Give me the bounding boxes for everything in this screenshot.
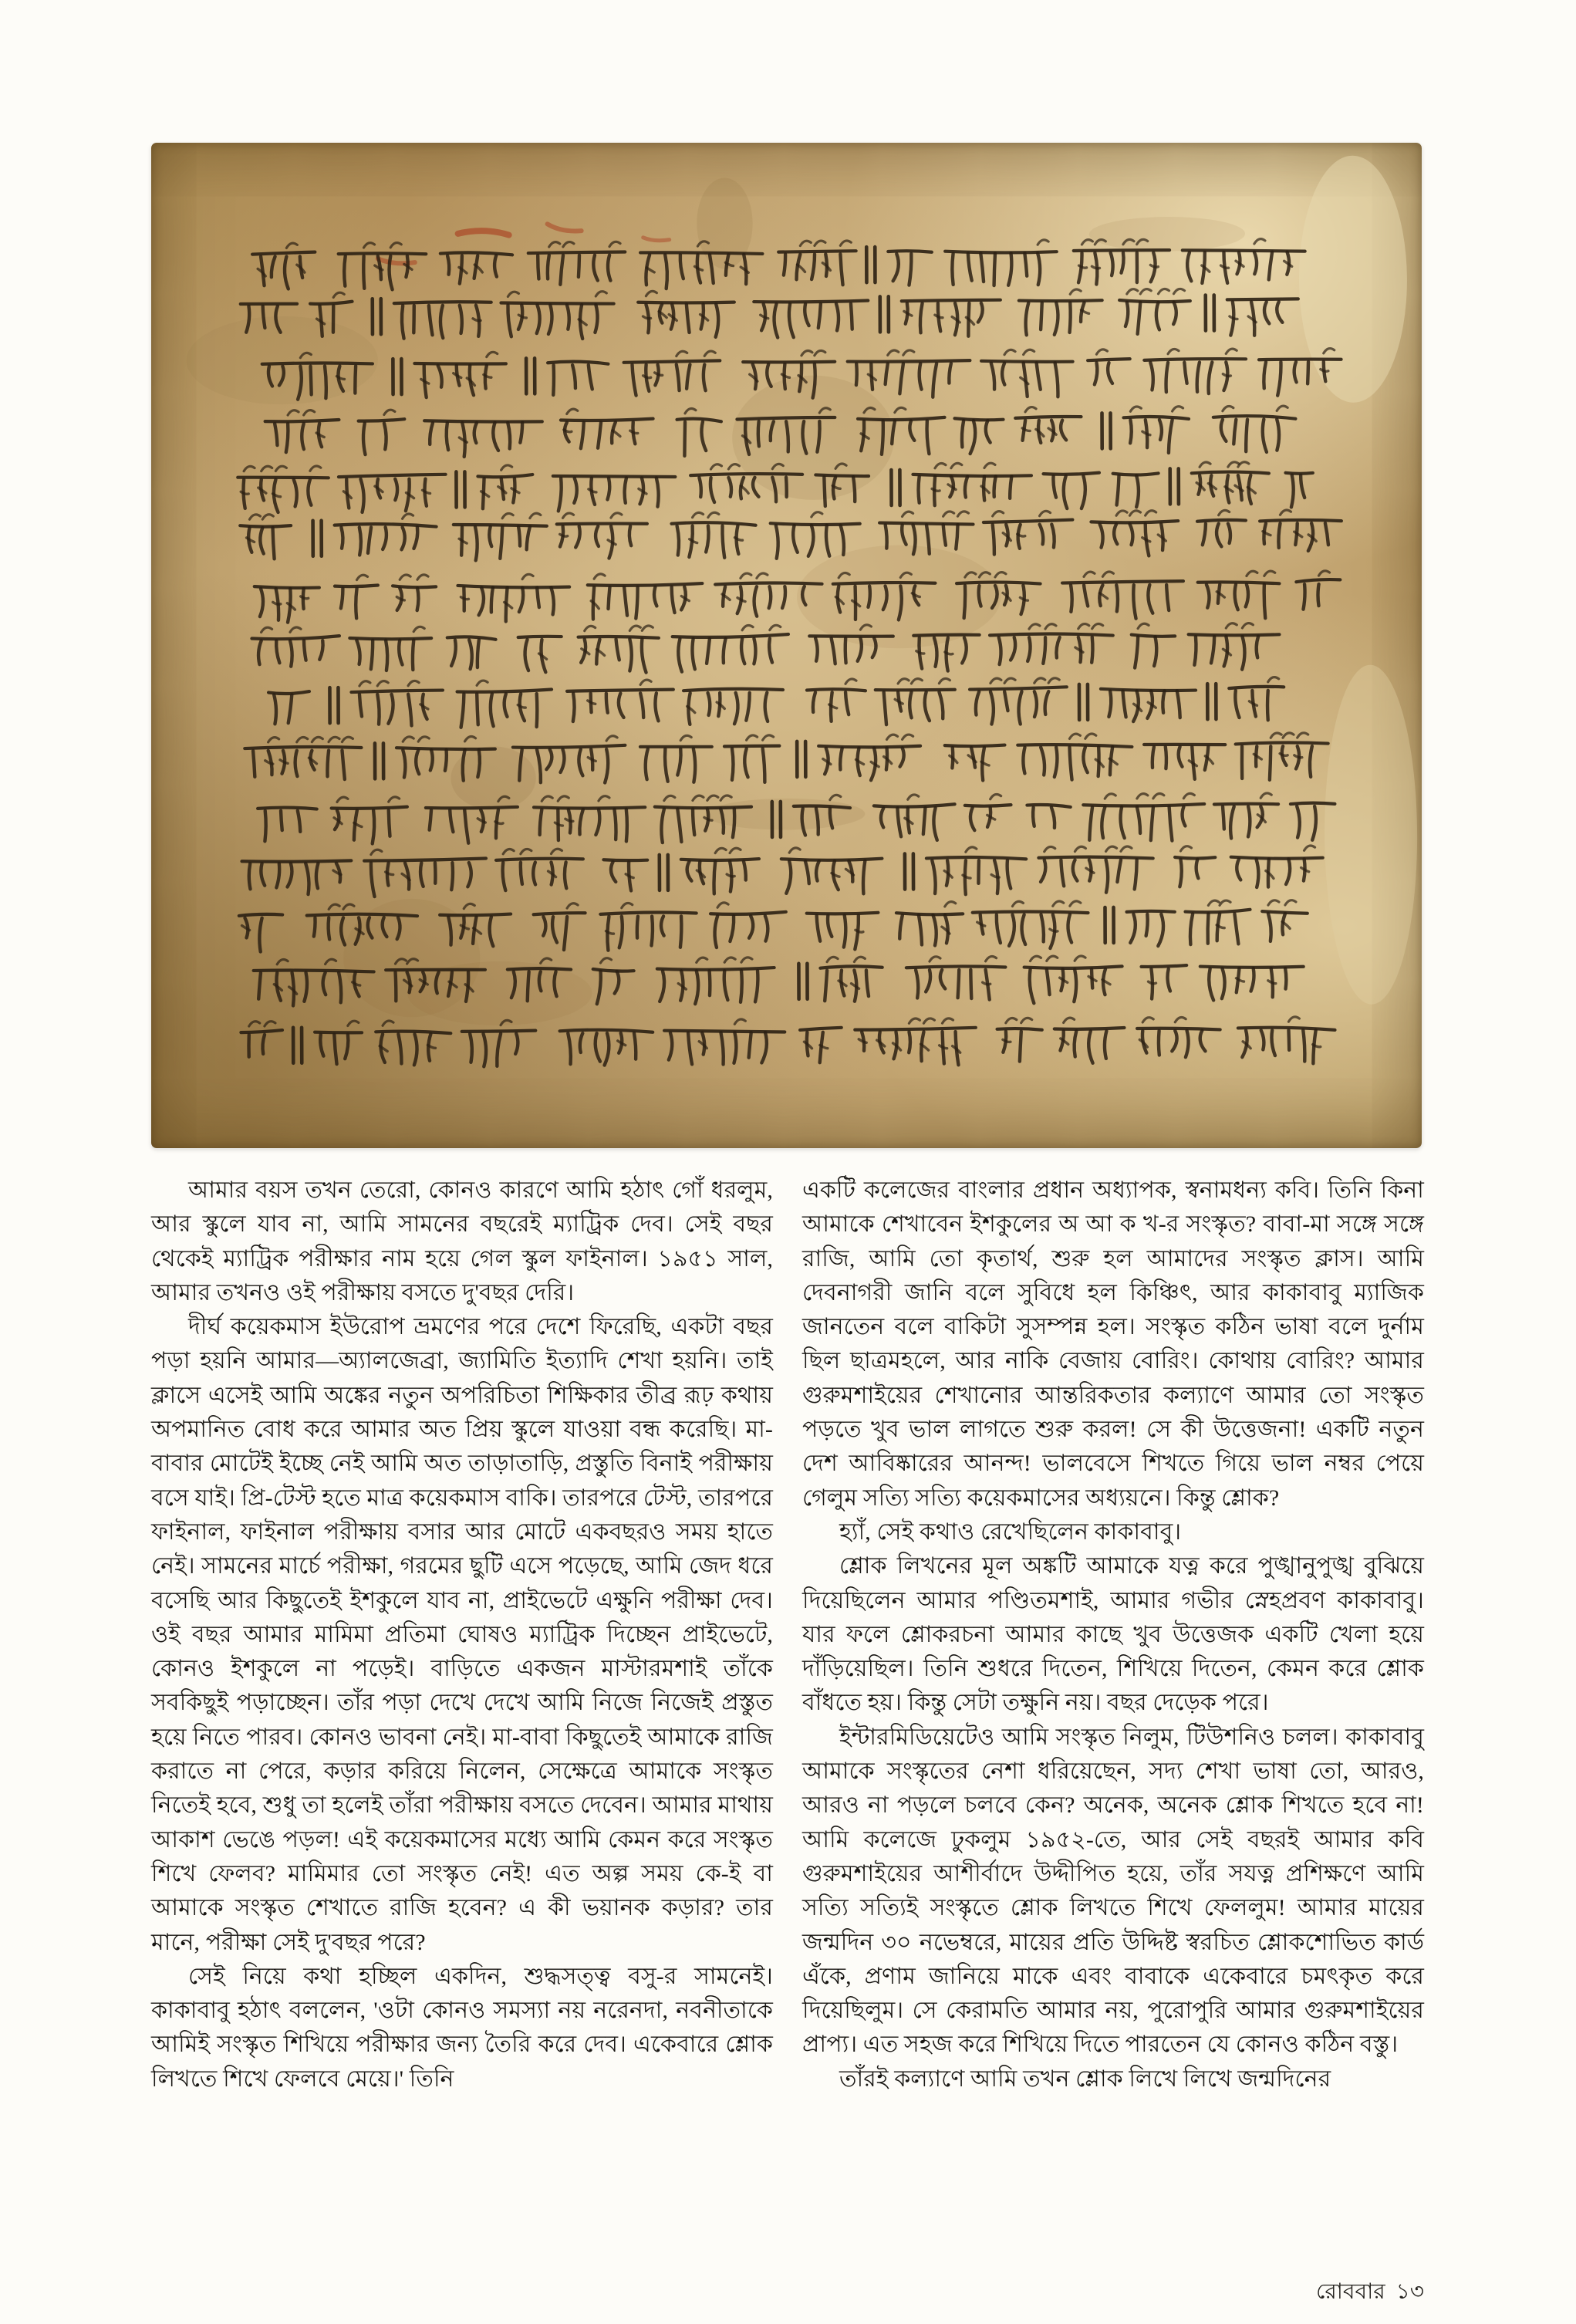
text-column-right — [802, 1174, 1424, 2096]
page-footer — [802, 2275, 1424, 2311]
article-paragraph: দীর্ঘ কয়েকমাস ইউরোপ ভ্রমণের পরে দেশে ফিরেছি, একটা বছর পড়া হয়নি আমার—অ্যালজেব্রা, জ্যামিতি ইত্যাদি শেখা হয়নি। তাই ক্লাসে এসেই আমি অঙ্কের নতুন অপরিচিতা শিক্ষিকার তীব্র রূঢ় কথায় অপমানিত বোধ করে আমার অত প্রিয় স্কুলে যাওয়া বন্ধ করেছি। মা-বাবার মোটেই ইচ্ছে নেই আমি অত তাড়াতাড়ি, প্রস্তুতি বিনাই পরীক্ষায় বসে যাই। প্রি-টেস্ট হতে মাত্র কয়েকমাস বাকি। তারপরে টেস্ট, তারপরে ফাইনাল, ফাইনাল পরীক্ষায় বসার আর মোটে একবছরও সময় হাতে নেই। সামনের মার্চে পরীক্ষা, গরমের ছুটি এসে পড়েছে, আমি জেদ ধরে বসেছি আর কিছুতেই ইশকুলে যাব না, প্রাইভেটে এক্ষুনি পরীক্ষা দেব। ওই বছর আমার মামিমা প্রতিমা ঘোষও ম্যাট্রিক দিচ্ছেন প্রাইভেটে, কোনও ইশকুলে না পড়েই। বাড়িতে একজন মাস্টারমশাই তাঁকে সবকিছুই পড়াচ্ছেন। তাঁর পড়া দেখে দেখে আমি নিজে নিজেই প্রস্তুত হয়ে নিতে পারব। কোনও ভাবনা নেই। মা-বাবা কিছুতেই আমাকে রাজি করাতে না পেরে, কড়ার করিয়ে নিলেন, সেক্ষেত্রে আমাকে সংস্কৃত নিতেই হবে, শুধু তা হলেই তাঁরা পরীক্ষায় বসতে দেবেন। আমার মাথায় আকাশ ভেঙে পড়ল! এই কয়েকমাসের মধ্যে আমি কেমন করে সংস্কৃত শিখে ফেলব? মামিমার তো সংস্কৃত নেই! এত অল্প সময় কে-ই বা আমাকে সংস্কৃত শেখাতে রাজি হবেন? এ কী ভয়ানক কড়ার? তার মানে, পরীক্ষা সেই দু'বছর পরে? — [151, 1314, 774, 1955]
manuscript-script-artwork — [149, 140, 1424, 1150]
manuscript-photo — [151, 143, 1422, 1148]
article-paragraph: আমার বয়স তখন তেরো, কোনও কারণে আমি হঠাৎ গোঁ ধরলুম, আর স্কুলে যাব না, আমি সামনের বছরেই ম্যাট্রিক দেব। সেই বছর থেকেই ম্যাট্রিক পরীক্ষার নাম হয়ে গেল স্কুল ফাইনাল। ১৯৫১ সাল, আমার তখনও ওই পরীক্ষায় বসতে দু'বছর দেরি। — [151, 1177, 773, 1306]
article-paragraph: হ্যাঁ, সেই কথাও রেখেছিলেন কাকাবাবু। — [839, 1518, 1182, 1545]
article-paragraph: শ্লোক লিখনের মূল অঙ্কটি আমাকে যত্ন করে পুঙ্খানুপুঙ্খ বুঝিয়ে দিয়েছিলেন আমার পণ্ডিতমশাই, আমার গভীর স্নেহপ্রবণ কাকাবাবু। যার ফলে শ্লোকরচনা আমার কাছে খুব উত্তেজক একটি খেলা হয়ে দাঁড়িয়েছিল। তিনি শুধরে দিতেন, শিখিয়ে দিতেন, কেমন করে শ্লোক বাঁধতে হয়। কিন্তু সেটা তক্ষুনি নয়। বছর দেড়েক পরে। — [802, 1553, 1424, 1716]
footer-page-number: ১৩ — [1395, 2280, 1424, 2304]
article-paragraph: ইন্টারমিডিয়েটেও আমি সংস্কৃত নিলুম, টিউশনিও চলল। কাকাবাবু আমাকে সংস্কৃতের নেশা ধরিয়েছেন, সদ্য শেখা ভাষা তো, আরও, আরও না পড়লে চলবে কেন? অনেক, অনেক শ্লোক শিখতে হবে না! আমি কলেজে ঢুকলুম ১৯৫২-তে, আর সেই বছরই আমার কবি গুরুমশাইয়ের আশীর্বাদে উদ্দীপিত হয়ে, তাঁর সযত্ন প্রশিক্ষণে আমি সত্যি সত্যিই সংস্কৃতে শ্লোক লিখতে শিখে ফেললুম! আমার মায়ের জন্মদিন ৩০ নভেম্বরে, মায়ের প্রতি উদ্দিষ্ট স্বরচিত শ্লোকশোভিত কার্ড এঁকে, প্রণাম জানিয়ে মাকে এবং বাবাকে একেবারে চমৎকৃত করে দিয়েছিলুম। সে কেরামতি আমার নয়, পুরোপুরি আমার গুরুমশাইয়ের প্রাপ্য। এত সহজ করে শিখিয়ে দিতে পারতেন যে কোনও কঠিন বস্তু। — [802, 1724, 1424, 2058]
article-paragraph: সেই নিয়ে কথা হচ্ছিল একদিন, শুদ্ধসত্ত্ব বসু-র সামনেই। কাকাবাবু হঠাৎ বললেন, 'ওটা কোনও সমস্যা নয় নরেনদা, নবনীতাকে আমিই সংস্কৃত শিখিয়ে পরীক্ষার জন্য তৈরি করে দেব। একেবারে শ্লোক লিখতে শিখে ফেলবে মেয়ে।' তিনি — [151, 1963, 773, 2092]
article-paragraph: একটি কলেজের বাংলার প্রধান অধ্যাপক, স্বনামধন্য কবি। তিনি কিনা আমাকে শেখাবেন ইশকুলের অ আ ক খ-র সংস্কৃত? বাবা-মা সঙ্গে সঙ্গে রাজি, আমি তো কৃতার্থ, শুরু হল আমাদের সংস্কৃত ক্লাস। আমি দেবনাগরী জানি বলে সুবিধে হল কিঞ্চিৎ, আর কাকাবাবু ম্যাজিক জানতেন বলে বাকিটা সুসম্পন্ন হল। সংস্কৃত কঠিন ভাষা বলে দুর্নাম ছিল ছাত্রমহলে, আর নাকি বেজায় বোরিং। কোথায় বোরিং? আমার গুরুমশাইয়ের শেখানোর আন্তরিকতার কল্যাণে আমার তো সংস্কৃত পড়তে খুব ভাল লাগতে শুরু করল! সে কী উত্তেজনা! একটি নতুন দেশ আবিষ্কারের আনন্দ! ভালবেসে শিখতে গিয়ে ভাল নম্বর পেয়ে গেলুম সত্যি সত্যি কয়েকমাসের অধ্যয়নে। কিন্তু শ্লোক? — [802, 1177, 1424, 1511]
article-paragraph: তাঁরই কল্যাণে আমি তখন শ্লোক লিখে লিখে জন্মদিনের — [839, 2066, 1331, 2092]
footer-magazine-name: রোববার — [1316, 2280, 1385, 2304]
text-column-left — [151, 1174, 773, 2096]
